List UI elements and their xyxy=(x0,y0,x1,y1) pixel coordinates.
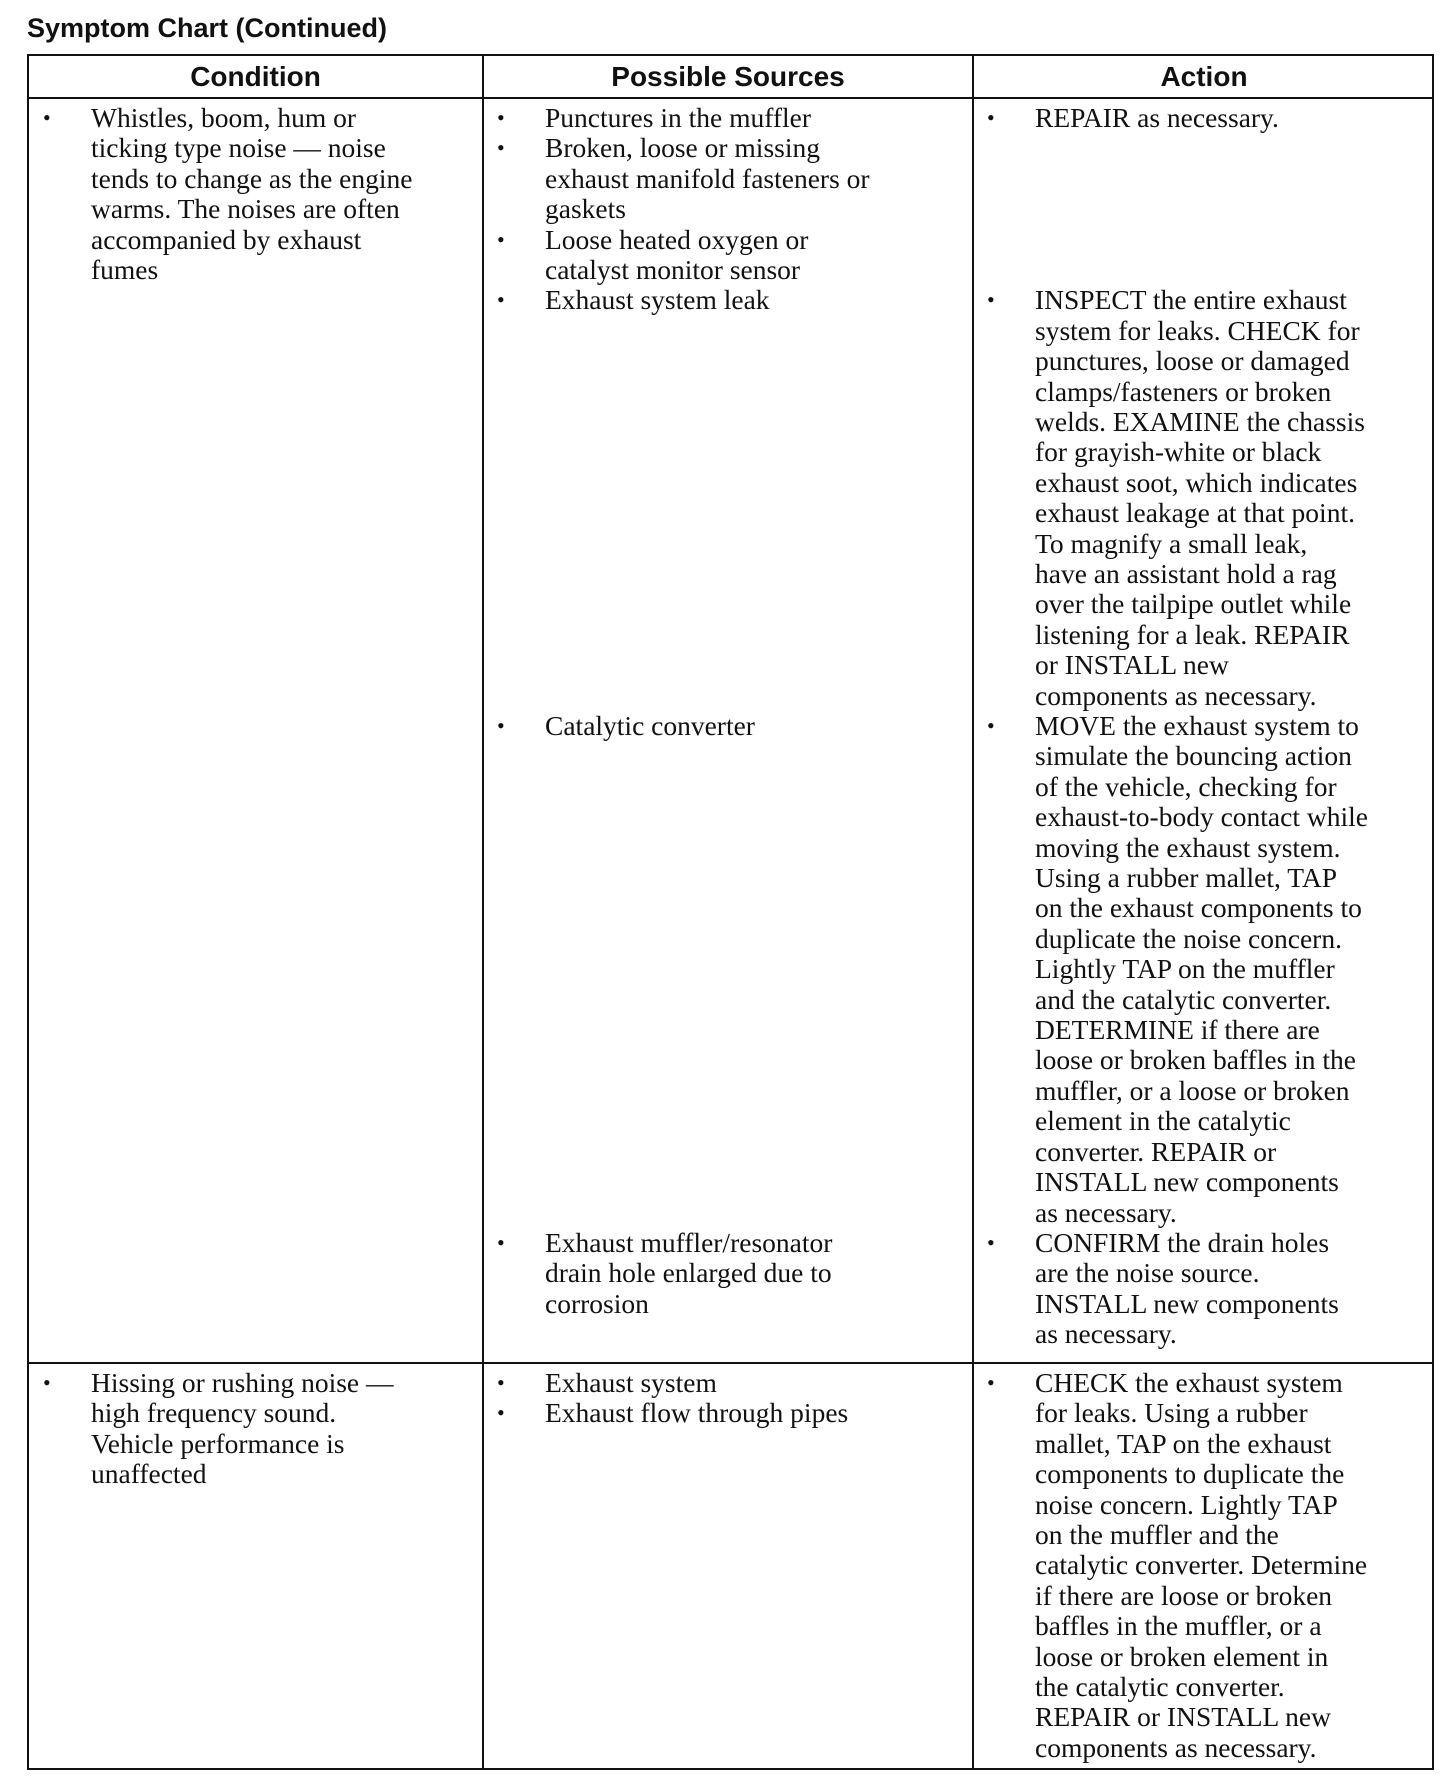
bullet: • xyxy=(497,1400,505,1426)
bullet: • xyxy=(987,713,995,738)
bullet: • xyxy=(497,1370,505,1395)
source-text: Broken, loose or missing exhaust manifold fasteners or gaskets xyxy=(545,132,870,225)
action-text: MOVE the exhaust system to simulate the bouncing action of the vehicle, checking for exhaust-to-body contact while moving the exhaust system. Using a rubber mallet, TAP on the exhaust components to duplicate the noise concern. Lightly TAP on the muffler and the catalytic converter. DETERMINE if there are loose or broken baffles in the muffler, or a loose or broken element in the catalytic converter. REPAIR or INSTALL new components as necessary. xyxy=(1035,710,1368,1228)
condition-text: Hissing or rushing noise — high frequency sound. Vehicle performance is unaffected xyxy=(91,1367,394,1490)
header-possible-sources: Possible Sources xyxy=(611,60,845,92)
symptom-table xyxy=(27,54,1434,1770)
bullet: • xyxy=(987,1370,995,1395)
action-text: CONFIRM the drain holes are the noise source. INSTALL new components as necessary. xyxy=(1035,1226,1339,1350)
table-row-2-condition xyxy=(43,1368,481,1763)
bullet: • xyxy=(497,1229,505,1255)
table-row-1-actions xyxy=(987,103,1433,1361)
bullet: • xyxy=(987,105,995,130)
source-text: Catalytic converter xyxy=(545,710,755,741)
header-divider xyxy=(29,97,1432,99)
action-text: REPAIR as necessary. xyxy=(1035,102,1279,133)
action-text: CHECK the exhaust system for leaks. Using a rubber mallet, TAP on the exhaust components to duplicate the noise concern. Lightly TAP on the muffler and the catalytic converter. Determine if there are loose or broken baffles in the muffler, or a loose or broken element in the catalytic converter. REPAIR or INSTALL new components as necessary. xyxy=(1035,1367,1368,1763)
source-text: Exhaust flow through pipes xyxy=(545,1397,849,1429)
source-text: Exhaust muffler/resonator drain hole enlarged due to corrosion xyxy=(545,1226,833,1319)
source-text: Exhaust system xyxy=(545,1367,717,1398)
bullet: • xyxy=(43,105,51,130)
header-action: Action xyxy=(1160,60,1248,92)
bullet: • xyxy=(497,713,505,738)
row-divider xyxy=(29,1362,1432,1364)
source-text: Punctures in the muffler xyxy=(545,102,812,133)
column-divider xyxy=(482,56,484,1768)
source-text: Loose heated oxygen or catalyst monitor sensor xyxy=(545,223,809,285)
column-divider xyxy=(972,56,974,1768)
bullet: • xyxy=(43,1370,51,1395)
table-row-1-condition xyxy=(43,103,481,1361)
bullet: • xyxy=(497,287,505,313)
bullet: • xyxy=(987,1229,995,1255)
page-title: Symptom Chart (Continued) xyxy=(27,13,387,43)
action-text: INSPECT the entire exhaust system for leaks. CHECK for punctures, loose or damaged clamps/fasteners or broken welds. EXAMINE the chassis for grayish-white or black exhaust soot, which indicates exhaust leakage at that point. To magnify a small leak, have an assistant hold a rag over the tailpipe outlet while listening for a leak. REPAIR or INSTALL new components as necessary. xyxy=(1035,284,1365,711)
source-text: Exhaust system leak xyxy=(545,284,770,316)
table-row-1-sources xyxy=(497,103,971,1361)
table-row-2-sources xyxy=(497,1368,971,1763)
bullet: • xyxy=(987,287,995,313)
bullet: • xyxy=(497,226,505,252)
condition-text: Whistles, boom, hum or ticking type noise — noise tends to change as the engine warms. The noises are often accompanied by exhaust fumes xyxy=(91,102,413,286)
header-condition: Condition xyxy=(190,60,321,92)
table-row-2-actions xyxy=(987,1368,1433,1763)
bullet: • xyxy=(497,105,505,130)
bullet: • xyxy=(497,135,505,161)
